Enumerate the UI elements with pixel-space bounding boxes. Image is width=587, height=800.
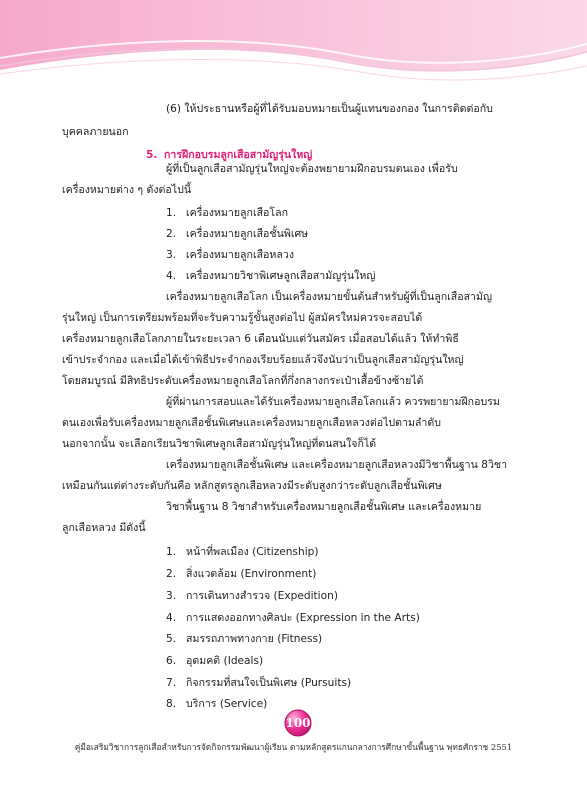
paragraph-line: (6) ให้ประธานหรือผู้ที่ได้รับมอบหมายเป็นผู้แทนของกอง ในการติดต่อกับ — [166, 103, 493, 115]
list-item-number: 6. — [166, 655, 177, 667]
paragraph-line: วิชาพื้นฐาน 8 วิชาสำหรับเครื่องหมายลูกเสือชั้นพิเศษ และเครื่องหมาย — [166, 501, 482, 513]
list-item: เครื่องหมายลูกเสือหลวง — [186, 249, 295, 261]
paragraph-line: เครื่องหมายลูกเสือชั้นพิเศษ และเครื่องหมายลูกเสือหลวงมีวิชาพื้นฐาน 8วิชา — [166, 459, 508, 471]
list-item-number: 4. — [166, 270, 177, 282]
paragraph-line: เครื่องหมายต่าง ๆ ดังต่อไปนี้ — [62, 184, 192, 196]
list-item-number: 1. — [166, 207, 177, 219]
list-item-number: 5. — [166, 633, 177, 645]
header-decoration — [0, 0, 587, 100]
page-number: 100 — [285, 716, 311, 730]
section-number: 5. — [146, 149, 158, 161]
list-item: สมรรถภาพทางกาย (Fitness) — [186, 633, 323, 645]
list-item-number: 2. — [166, 228, 177, 240]
paragraph-line: ผู้ที่ผ่านการสอบและได้รับเครื่องหมายลูกเสือโลกแล้ว ควรพยายามฝึกอบรม — [166, 396, 500, 408]
list-item: การเดินทางสำรวจ (Expedition) — [186, 590, 338, 602]
paragraph-line: เครื่องหมายลูกเสือโลก เป็นเครื่องหมายขั้นต้นสำหรับผู้ที่เป็นลูกเสือสามัญ — [166, 291, 492, 303]
paragraph-line: ลูกเสือหลวง มีดังนี้ — [62, 522, 146, 534]
list-item-number: 2. — [166, 568, 177, 580]
list-item-number: 4. — [166, 612, 177, 624]
list-item-number: 3. — [166, 590, 177, 602]
list-item: อุดมคติ (Ideals) — [186, 655, 264, 667]
list-item: สิ่งแวดล้อม (Environment) — [186, 568, 317, 580]
paragraph-line: รุ่นใหญ่ เป็นการเตรียมพร้อมที่จะรับความรู้ขั้นสูงต่อไป ผู้สมัครใหม่ควรจะสอบได้ — [62, 312, 423, 324]
paragraph-line: ผู้ที่เป็นลูกเสือสามัญรุ่นใหญ่จะต้องพยายามฝึกอบรมตนเอง เพื่อรับ — [166, 163, 458, 175]
list-item: เครื่องหมายวิชาพิเศษลูกเสือสามัญรุ่นใหญ่ — [186, 270, 376, 282]
list-item: บริการ (Service) — [186, 698, 268, 710]
paragraph-line: บุคคลภายนอก — [62, 126, 129, 138]
paragraph-line: เหมือนกันแต่ต่างระดับกันคือ หลักสูตรลูกเสือหลวงมีระดับสูงกว่าระดับลูกเสือชั้นพิเศษ — [62, 480, 442, 492]
list-item-number: 1. — [166, 546, 177, 558]
list-item-number: 8. — [166, 698, 177, 710]
paragraph-line: ตนเองเพื่อรับเครื่องหมายลูกเสือชั้นพิเศษและเครื่องหมายลูกเสือหลวงต่อไปตามลำดับ — [62, 417, 441, 429]
list-item-number: 3. — [166, 249, 177, 261]
paragraph-line: เข้าประจำกอง และเมื่อได้เข้าพิธีประจำกองเรียบร้อยแล้วจึงนับว่าเป็นลูกเสือสามัญรุ่นใหญ่ — [62, 354, 464, 366]
list-item: เครื่องหมายลูกเสือโลก — [186, 207, 289, 219]
list-item: กิจกรรมที่สนใจเป็นพิเศษ (Pursuits) — [186, 677, 352, 689]
list-item: เครื่องหมายลูกเสือชั้นพิเศษ — [186, 228, 309, 240]
footer-text: คู่มือเสริมวิชาการลูกเสือสำหรับการจัดกิจกรรมพัฒนาผู้เรียน ตามหลักสูตรแกนกลางการศึกษาขั้นพื้นฐาน พุทธศักราช 2551 — [74, 742, 513, 752]
paragraph-line: โดยสมบูรณ์ มีสิทธิประดับเครื่องหมายลูกเสือโลกที่กึ่งกลางกระเป๋าเสื้อข้างซ้ายได้ — [62, 375, 424, 387]
list-item: การแสดงออกทางศิลปะ (Expression in the Arts) — [186, 612, 420, 624]
paragraph-line: นอกจากนั้น จะเลือกเรียนวิชาพิเศษลูกเสือสามัญรุ่นใหญ่ที่ตนสนใจก็ได้ — [62, 438, 377, 450]
list-item: หน้าที่พลเมือง (Citizenship) — [186, 546, 319, 558]
paragraph-line: เครื่องหมายลูกเสือโลกภายในระยะเวลา 6 เดือนนับแต่วันสมัคร เมื่อสอบได้แล้ว ให้ทำพิธี — [62, 333, 459, 345]
section-heading: การฝึกอบรมลูกเสือสามัญรุ่นใหญ่ — [164, 149, 313, 161]
list-item-number: 7. — [166, 677, 177, 689]
